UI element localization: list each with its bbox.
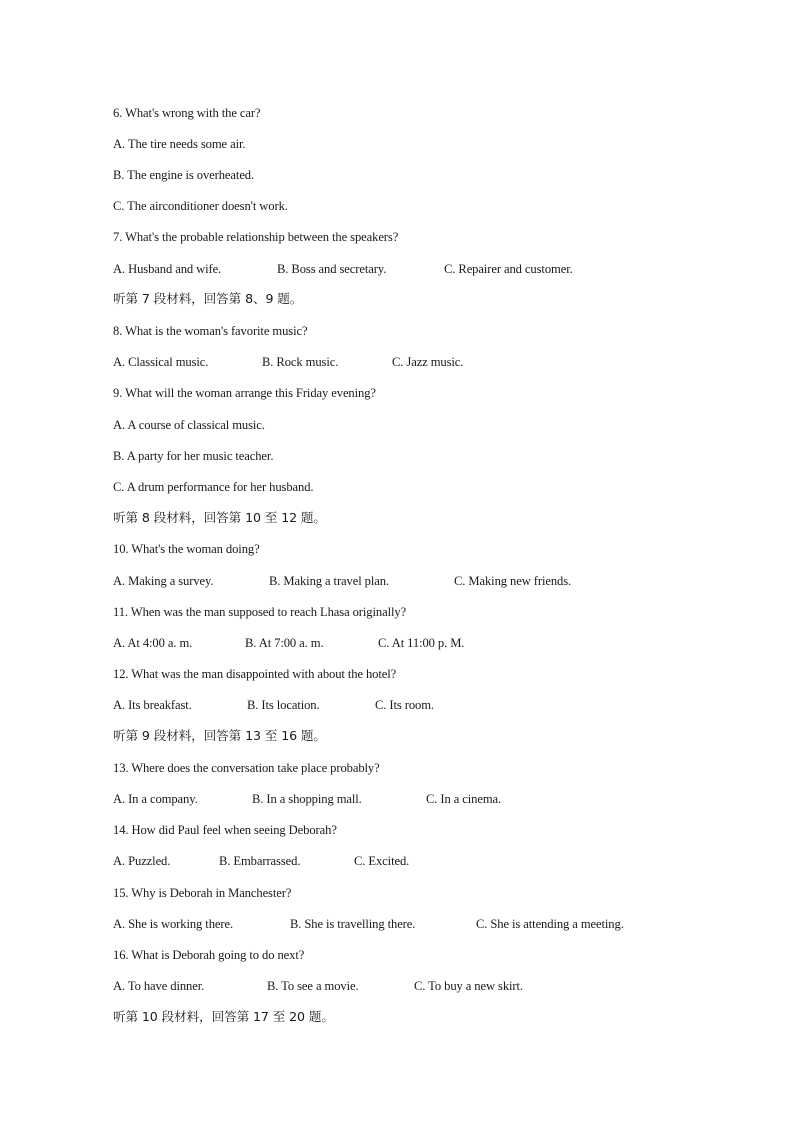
question-8: 8. What is the woman's favorite music? (113, 324, 308, 338)
question-6: 6. What's wrong with the car? (113, 106, 261, 120)
section-heading-8: 听第 8 段材料，回答第 10 至 12 题。 (113, 510, 326, 525)
option-15b: B. She is travelling there. (290, 917, 416, 931)
option-14a: A. Puzzled. (113, 854, 171, 868)
question-16: 16. What is Deborah going to do next? (113, 948, 305, 962)
option-7a: A. Husband and wife. (113, 262, 222, 276)
option-6c: C. The airconditioner doesn't work. (113, 199, 288, 213)
option-13c: C. In a cinema. (426, 792, 502, 806)
option-11b: B. At 7:00 a. m. (245, 636, 324, 650)
option-16b: B. To see a movie. (267, 979, 359, 993)
option-14c: C. Excited. (354, 854, 410, 868)
option-11a: A. At 4:00 a. m. (113, 636, 193, 650)
option-12a: A. Its breakfast. (113, 698, 192, 712)
question-10: 10. What's the woman doing? (113, 542, 260, 556)
option-10b: B. Making a travel plan. (269, 574, 390, 588)
option-16c: C. To buy a new skirt. (414, 979, 523, 993)
option-15c: C. She is attending a meeting. (476, 917, 624, 931)
option-16a: A. To have dinner. (113, 979, 205, 993)
option-8a: A. Classical music. (113, 355, 209, 369)
section-heading-10: 听第 10 段材料，回答第 17 至 20 题。 (113, 1009, 334, 1024)
option-9a: A. A course of classical music. (113, 418, 265, 432)
option-7c: C. Repairer and customer. (444, 262, 573, 276)
option-13a: A. In a company. (113, 792, 198, 806)
option-7b: B. Boss and secretary. (277, 262, 387, 276)
question-14: 14. How did Paul feel when seeing Deborah? (113, 823, 337, 837)
option-10c: C. Making new friends. (454, 574, 572, 588)
question-9: 9. What will the woman arrange this Friday evening? (113, 386, 376, 400)
option-12c: C. Its room. (375, 698, 434, 712)
question-7: 7. What's the probable relationship between the speakers? (113, 230, 399, 244)
question-13: 13. Where does the conversation take place probably? (113, 761, 380, 775)
option-12b: B. Its location. (247, 698, 320, 712)
option-11c: C. At 11:00 p. M. (378, 636, 465, 650)
question-15: 15. Why is Deborah in Manchester? (113, 886, 292, 900)
option-6b: B. The engine is overheated. (113, 168, 255, 182)
option-10a: A. Making a survey. (113, 574, 214, 588)
option-6a: A. The tire needs some air. (113, 137, 246, 151)
question-11: 11. When was the man supposed to reach Lhasa originally? (113, 605, 407, 619)
option-9c: C. A drum performance for her husband. (113, 480, 314, 494)
section-heading-9: 听第 9 段材料，回答第 13 至 16 题。 (113, 728, 326, 743)
question-12: 12. What was the man disappointed with about the hotel? (113, 667, 397, 681)
option-13b: B. In a shopping mall. (252, 792, 362, 806)
option-9b: B. A party for her music teacher. (113, 449, 274, 463)
option-8b: B. Rock music. (262, 355, 339, 369)
section-heading-7: 听第 7 段材料，回答第 8、9 题。 (113, 291, 303, 306)
option-14b: B. Embarrassed. (219, 854, 301, 868)
option-8c: C. Jazz music. (392, 355, 464, 369)
option-15a: A. She is working there. (113, 917, 234, 931)
